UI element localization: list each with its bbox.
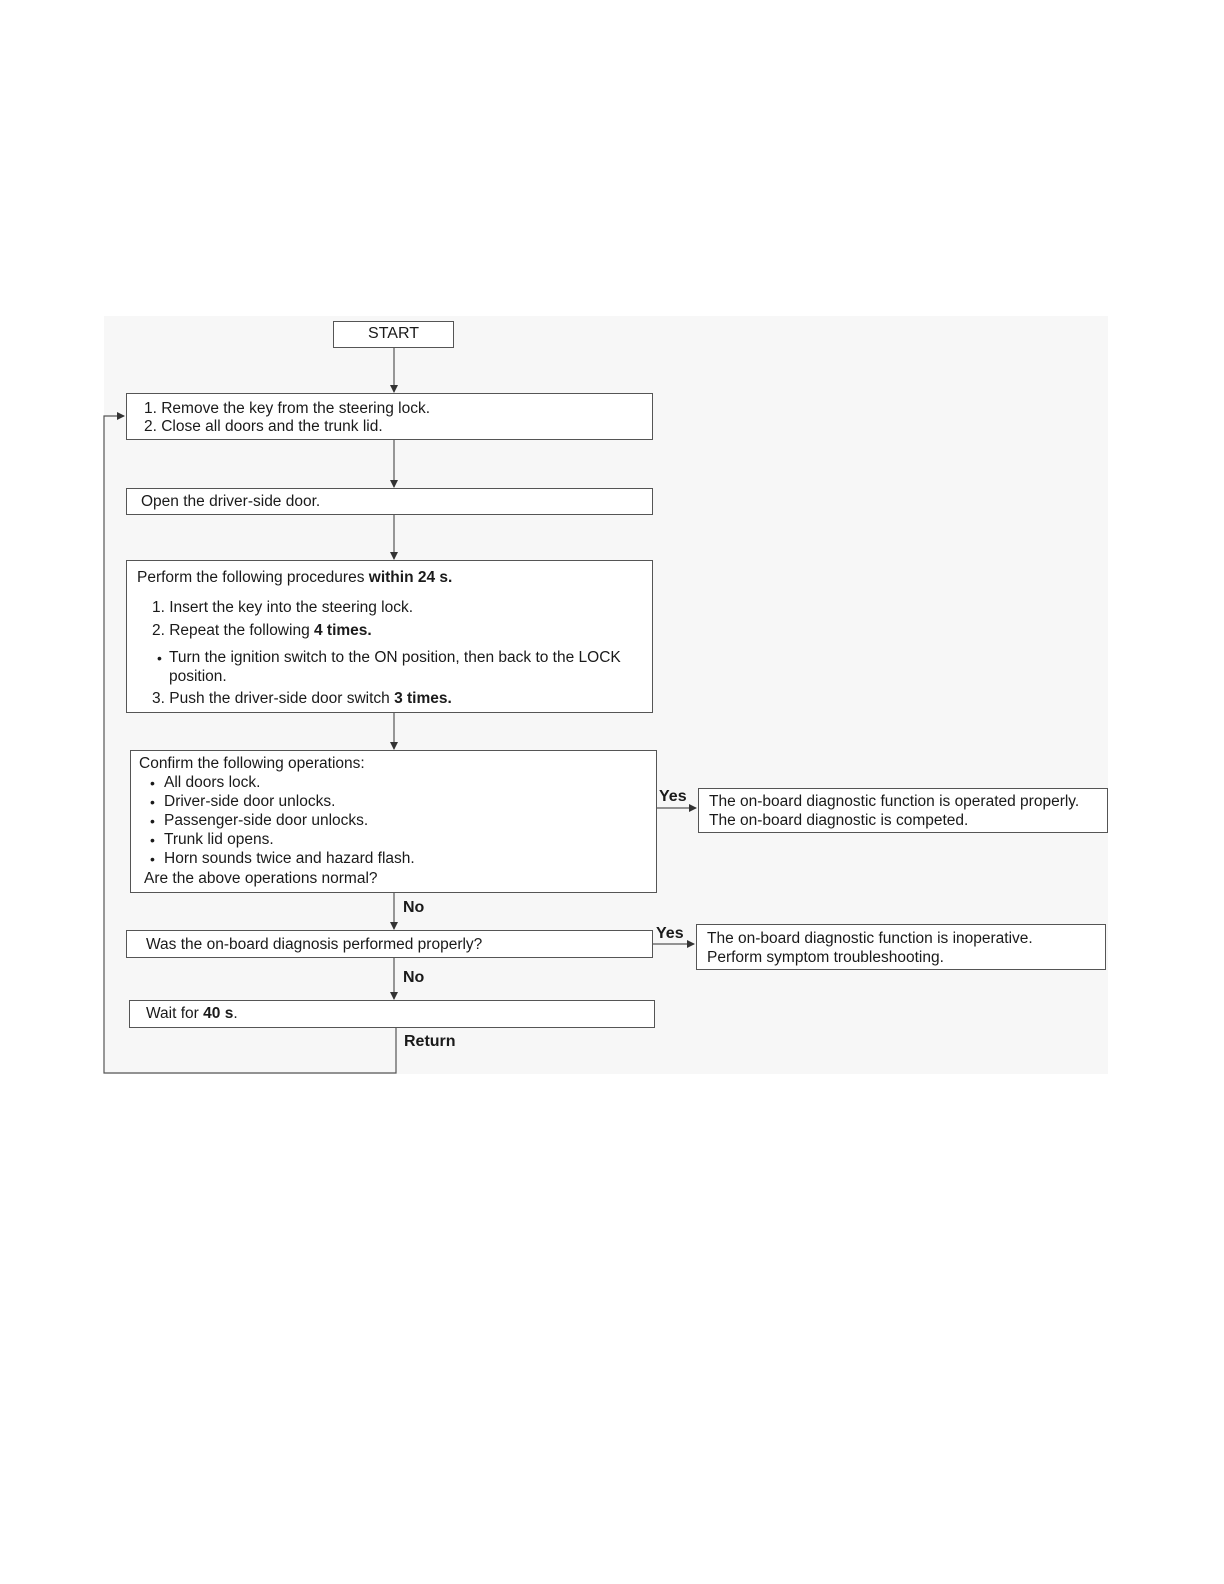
result-diagnostic-ok [698, 788, 1108, 833]
no-label: No [403, 899, 425, 916]
return-label: Return [404, 1033, 456, 1050]
op-item: Trunk lid opens. [164, 831, 274, 848]
step4-question: Are the above operations normal? [144, 870, 378, 887]
op-bullet: • [150, 832, 155, 848]
step-diagnosis-question [126, 930, 653, 958]
step-perform-procedures [126, 560, 653, 713]
result-fail-line1: The on-board diagnostic function is inoperative. [707, 930, 1033, 947]
step3-sub-bullet: • [157, 650, 162, 666]
op-bullet: • [150, 775, 155, 791]
step5-text: Was the on-board diagnosis performed properly? [146, 936, 483, 953]
op-bullet: • [150, 794, 155, 810]
op-item: Passenger-side door unlocks. [164, 812, 369, 829]
op-item: Driver-side door unlocks. [164, 793, 336, 810]
step3-item1: 1. Insert the key into the steering lock. [152, 599, 414, 616]
result-ok-line2: The on-board diagnostic is competed. [709, 812, 969, 829]
yes-label: Yes [656, 925, 684, 942]
step3-item3: 3. Push the driver-side door switch 3 times. [152, 690, 452, 707]
step-wait [129, 1000, 655, 1028]
step-open-driver-door [126, 488, 653, 515]
step1-line2: 2. Close all doors and the trunk lid. [144, 418, 383, 435]
step3-intro: Perform the following procedures within 24 s. [137, 569, 453, 586]
start-node [333, 321, 454, 348]
step4-intro: Confirm the following operations: [139, 755, 365, 772]
step2-text: Open the driver-side door. [141, 493, 321, 510]
step-remove-key-close-doors [126, 393, 653, 440]
result-fail-line2: Perform symptom troubleshooting. [707, 949, 944, 966]
op-item: All doors lock. [164, 774, 261, 791]
yes-label: Yes [659, 788, 687, 805]
step3-sub-line2: position. [169, 668, 227, 685]
step3-item2: 2. Repeat the following 4 times. [152, 622, 372, 639]
op-bullet: • [150, 813, 155, 829]
op-bullet: • [150, 851, 155, 867]
start-label: START [368, 325, 419, 342]
step3-sub-line1: Turn the ignition switch to the ON position, then back to the LOCK [169, 649, 621, 666]
step-confirm-operations [130, 750, 657, 893]
result-diagnostic-inoperative [696, 924, 1106, 970]
step6-text: Wait for 40 s. [146, 1005, 238, 1022]
step1-line1: 1. Remove the key from the steering lock. [144, 400, 431, 417]
result-ok-line1: The on-board diagnostic function is operated properly. [709, 793, 1080, 810]
op-item: Horn sounds twice and hazard flash. [164, 850, 415, 867]
no-label: No [403, 969, 425, 986]
